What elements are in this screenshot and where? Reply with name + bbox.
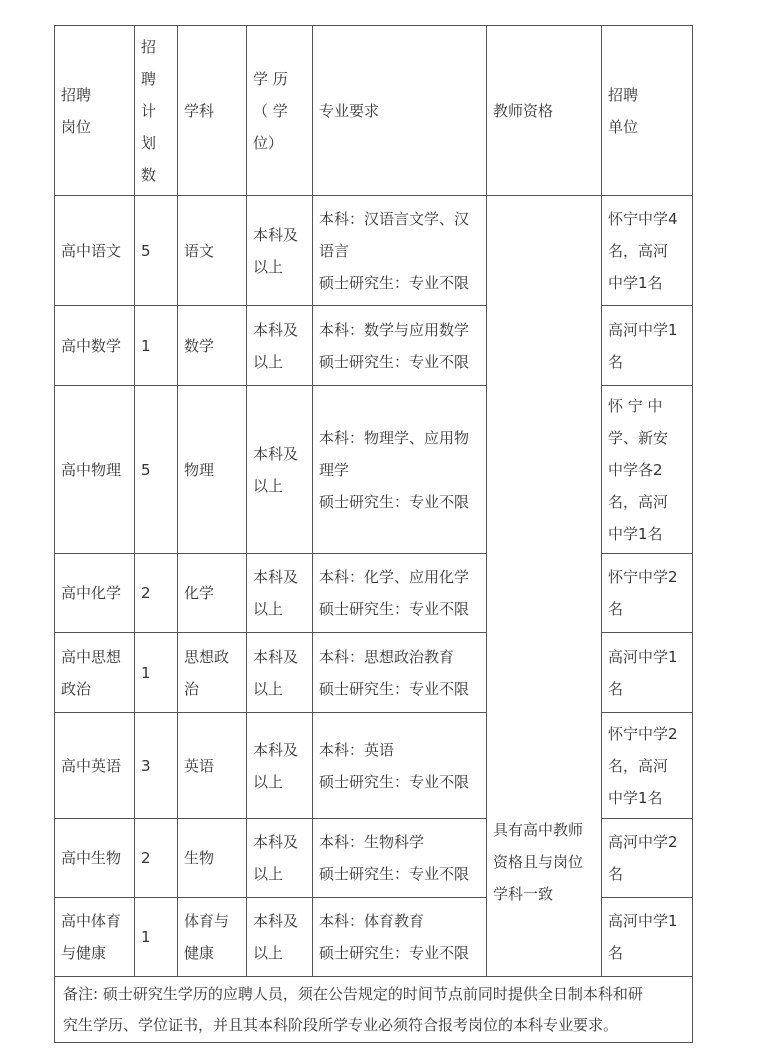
header-quota [135, 26, 177, 195]
row-5-degree-text: 本科及 以上 [253, 647, 299, 698]
row-7-quota [135, 819, 177, 897]
table-note-text: 备注: 硕士研究生学历的应聘人员，须在公告规定的时间节点前同时提供全日制本科和研 究生学历、学位证书，并且其本科阶段所学专业必须符合报考岗位的本科专业要求。 [63, 984, 643, 1034]
row-8-unit-text: 高河中学1 名 [608, 912, 678, 962]
row-2-quota [135, 306, 177, 385]
row-7-major-text: 本科：生物科学 硕士研究生：专业不限 [319, 833, 470, 883]
row-6-major [313, 713, 486, 818]
row-2-subject-text: 数学 [184, 336, 215, 355]
row-2-subject [178, 306, 246, 385]
row-2-major [313, 306, 486, 385]
row-3-major-text: 本科：物理学、应用物 理学 硕士研究生：专业不限 [319, 428, 470, 511]
row-8-major-text: 本科：体育教育 硕士研究生：专业不限 [319, 912, 470, 962]
row-1-position [55, 196, 134, 305]
row-1-degree [247, 196, 312, 305]
row-6-unit [602, 713, 692, 818]
row-5-position-text: 高中思想 政治 [61, 647, 122, 698]
row-5-unit-text: 高河中学1 名 [608, 647, 678, 698]
row-3-position-text: 高中物理 [61, 460, 122, 479]
header-degree-text: 学 历 （ 学 位） [253, 69, 288, 152]
row-7-unit-text: 高河中学2 名 [608, 833, 678, 883]
row-6-subject-text: 英语 [184, 756, 215, 775]
row-4-position-text: 高中化学 [61, 584, 122, 602]
row-4-subject-text: 化学 [184, 584, 215, 602]
header-major [313, 26, 486, 195]
row-5-degree [247, 633, 312, 712]
header-qualification-text: 教师资格 [493, 101, 554, 120]
row-3-quota [135, 386, 177, 553]
row-3-degree-text: 本科及 以上 [253, 444, 299, 495]
row-8-position-text: 高中体育 与健康 [61, 912, 122, 962]
row-8-subject-text: 体育与 健康 [184, 912, 230, 962]
row-6-position-text: 高中英语 [61, 756, 122, 775]
row-8-major [313, 898, 486, 976]
header-unit-text: 招聘 单位 [608, 85, 639, 136]
row-6-degree [247, 713, 312, 818]
header-position-text: 招聘 岗位 [61, 85, 92, 136]
row-6-degree-text: 本科及 以上 [253, 740, 299, 791]
row-3-subject-text: 物理 [184, 460, 215, 479]
row-4-unit [602, 554, 692, 632]
row-4-unit-text: 怀宁中学2 名 [608, 568, 678, 618]
row-1-unit-text: 怀宁中学4 名，高河 中学1名 [608, 209, 678, 292]
row-1-quota-text: 5 [141, 241, 151, 260]
header-unit [602, 26, 692, 195]
row-4-subject [178, 554, 246, 632]
row-1-position-text: 高中语文 [61, 241, 122, 260]
row-4-major [313, 554, 486, 632]
row-7-quota-text: 2 [141, 849, 151, 867]
row-3-subject [178, 386, 246, 553]
row-3-major [313, 386, 486, 553]
row-2-quota-text: 1 [141, 336, 151, 355]
row-7-subject-text: 生物 [184, 849, 215, 867]
row-7-major [313, 819, 486, 897]
row-8-quota-text: 1 [141, 928, 151, 946]
row-1-major [313, 196, 486, 305]
row-6-quota [135, 713, 177, 818]
header-major-text: 专业要求 [319, 101, 380, 120]
header-degree [247, 26, 312, 195]
row-6-quota-text: 3 [141, 756, 151, 775]
row-1-subject [178, 196, 246, 305]
row-7-degree [247, 819, 312, 897]
header-subject [178, 26, 246, 195]
row-7-position-text: 高中生物 [61, 849, 122, 867]
row-8-position [55, 898, 134, 976]
qualification-merged-cell-text: 具有高中教师 资格且与岗位 学科一致 [493, 821, 584, 903]
row-1-major-text: 本科：汉语言文学、汉 语言 硕士研究生：专业不限 [319, 209, 470, 292]
row-2-degree [247, 306, 312, 385]
row-6-unit-text: 怀宁中学2 名，高河 中学1名 [608, 724, 678, 807]
row-5-major-text: 本科：思想政治教育 硕士研究生：专业不限 [319, 647, 470, 698]
row-5-position [55, 633, 134, 712]
row-7-degree-text: 本科及 以上 [253, 833, 299, 883]
row-8-subject [178, 898, 246, 976]
row-2-major-text: 本科：数学与应用数学 硕士研究生：专业不限 [319, 320, 470, 371]
row-5-quota-text: 1 [141, 663, 151, 682]
row-1-degree-text: 本科及 以上 [253, 225, 299, 276]
row-3-degree [247, 386, 312, 553]
qualification-merged-cell [487, 196, 601, 976]
row-8-degree [247, 898, 312, 976]
row-4-quota [135, 554, 177, 632]
header-quota-text: 招 聘 计 划 数 [141, 37, 157, 184]
row-5-major [313, 633, 486, 712]
row-1-quota [135, 196, 177, 305]
row-1-subject-text: 语文 [184, 241, 215, 260]
row-2-unit [602, 306, 692, 385]
row-5-unit [602, 633, 692, 712]
row-3-quota-text: 5 [141, 460, 151, 479]
row-8-quota [135, 898, 177, 976]
header-subject-text: 学科 [184, 101, 215, 120]
row-8-unit [602, 898, 692, 976]
header-qualification [487, 26, 601, 195]
row-4-quota-text: 2 [141, 584, 151, 602]
row-4-degree [247, 554, 312, 632]
row-5-subject [178, 633, 246, 712]
row-4-degree-text: 本科及 以上 [253, 568, 299, 618]
row-2-position [55, 306, 134, 385]
table-note [55, 977, 692, 1042]
header-position [55, 26, 134, 195]
row-3-unit [602, 386, 692, 553]
row-1-unit [602, 196, 692, 305]
row-3-position [55, 386, 134, 553]
row-2-unit-text: 高河中学1 名 [608, 320, 678, 371]
row-7-unit [602, 819, 692, 897]
row-4-position [55, 554, 134, 632]
row-8-degree-text: 本科及 以上 [253, 912, 299, 962]
row-6-major-text: 本科：英语 硕士研究生：专业不限 [319, 740, 470, 791]
row-7-subject [178, 819, 246, 897]
row-7-position [55, 819, 134, 897]
row-5-subject-text: 思想政 治 [184, 647, 230, 698]
row-3-unit-text: 怀 宁 中 学、新安 中学各2 名，高河 中学1名 [608, 396, 669, 543]
row-6-subject [178, 713, 246, 818]
row-6-position [55, 713, 134, 818]
row-2-degree-text: 本科及 以上 [253, 320, 299, 371]
row-5-quota [135, 633, 177, 712]
row-2-position-text: 高中数学 [61, 336, 122, 355]
row-4-major-text: 本科：化学、应用化学 硕士研究生：专业不限 [319, 568, 470, 618]
